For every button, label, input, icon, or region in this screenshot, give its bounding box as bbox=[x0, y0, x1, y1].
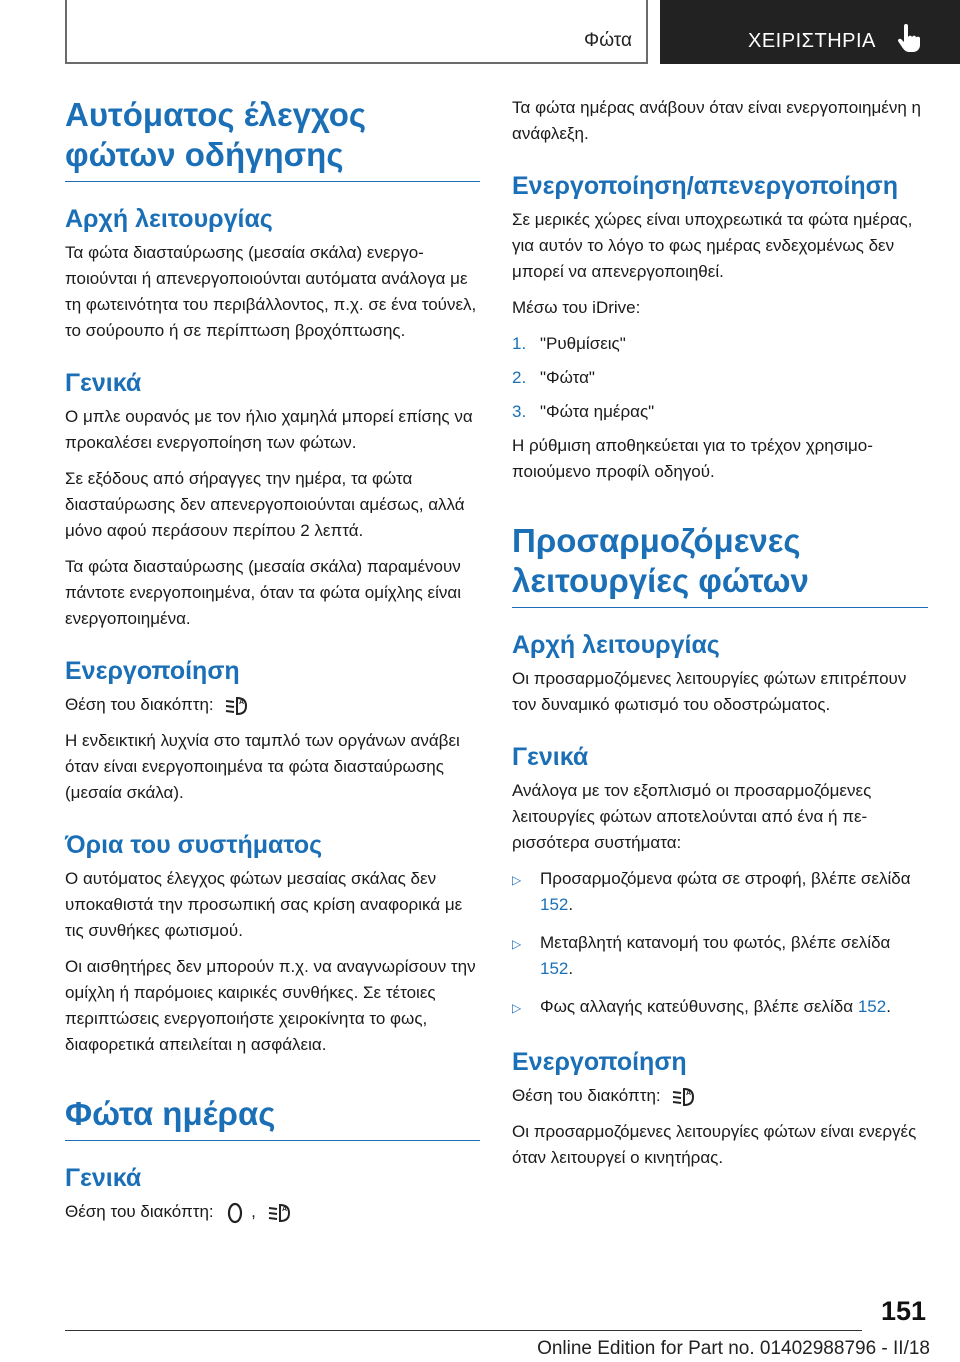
subheading-activation: Ενεργοποίηση bbox=[512, 1048, 687, 1076]
page-link[interactable]: 152 bbox=[857, 997, 887, 1016]
header-chapter-title: ΧΕΙΡΙΣΤΗΡΙΑ bbox=[748, 30, 876, 52]
paragraph: Οι προσαρμοζόμενες λειτουργίες φώτων επιτρέπουν τον δυναμικό φωτισμό του οδοστρώματος. bbox=[512, 669, 907, 714]
left-column bbox=[65, 95, 480, 1235]
section-title-daytime-lights: Φώτα ημέρας bbox=[65, 1095, 276, 1132]
paragraph: Οι προσαρμοζόμενες λειτουργίες φώτων είναι ενεργές όταν λειτουργεί ο κινητήρας. bbox=[512, 1122, 917, 1167]
footer-divider bbox=[65, 1330, 862, 1331]
list-item: 3. "Φώτα ημέρας" bbox=[512, 402, 655, 421]
svg-text:A: A bbox=[281, 1205, 287, 1213]
list-item: ▷ Προσαρμοζόμενα φώτα σε στροφή, βλέπε σελίδα 152. bbox=[512, 866, 928, 918]
paragraph: Οι αισθητήρες δεν μπορούν π.χ. να αναγνωρίσουν την ομίχλη ή παρόμοιες καιρικές συνθήκες. Σε τέτοιες περιπτώσεις ενεργοποιήστε χειροκίνητα το φως, διαφορετικά απειλείται η ασφάλεια. bbox=[65, 957, 476, 1054]
paragraph: Η ενδεικτική λυχνία στο ταμπλό των οργάνων ανάβει όταν είναι ενεργοποιημένα τα φώτα διασταύρωσης (μεσαία σκάλα). bbox=[65, 731, 460, 802]
bullet-triangle-icon: ▷ bbox=[512, 937, 522, 951]
paragraph: Σε μερικές χώρες είναι υποχρεωτικά τα φώτα ημέρας, για αυτόν το λόγο το φως ημέρας ενδεχομένως δεν μπορεί να απενεργοποιηθεί. bbox=[512, 210, 913, 281]
paragraph: Ο αυτόματος έλεγχος φώτων μεσαίας σκάλας δεν υποκαθιστά την προσωπική σας κρίση αναφορικά με τις συνθήκες φωτισμού. bbox=[65, 869, 463, 940]
switch-position-line bbox=[512, 1083, 928, 1109]
auto-headlight-icon bbox=[224, 695, 250, 717]
paragraph: Τα φώτα διασταύρωσης (μεσαία σκάλα) παραμένουν πάντοτε ενεργοποιημένα, όταν τα φώτα ομίχλης είναι ενεργοποιημένα. bbox=[65, 557, 462, 628]
paragraph: Τα φώτα διασταύρωσης (μεσαία σκάλα) ενεργοποιούνται ή απενεργοποιούνται αυτόματα ανάλογα με τη φωτεινότητα του περιβάλλοντος, π.χ. σε ένα τούνελ, το σούρουπο ή σε περίπτωση βροχόπτωσης. bbox=[65, 243, 477, 340]
switch-position-label: Θέση του διακόπτη: bbox=[65, 1202, 214, 1221]
list-item: 1. "Ρυθμίσεις" bbox=[512, 334, 626, 353]
auto-headlight-icon bbox=[671, 1086, 697, 1108]
idrive-steps-list bbox=[512, 331, 928, 425]
subheading-system-limits: Όρια του συστήματος bbox=[65, 831, 323, 859]
section-title-adaptive-lights: Προσαρμοζόμενες λειτουργίες φώτων bbox=[512, 522, 809, 599]
switch-off-icon bbox=[224, 1201, 246, 1225]
paragraph: Σε εξόδους από σήραγγες την ημέρα, τα φώτα διασταύρωσης δεν απενεργοποιούνται αμέσως, αλλά μόνο αφού περάσουν περίπου 2 λεπτά. bbox=[65, 469, 465, 540]
switch-position-line bbox=[65, 1199, 480, 1225]
paragraph: Ο μπλε ουρανός με τον ήλιο χαμηλά μπορεί επίσης να προκαλέσει ενεργοποίηση των φώτων. bbox=[65, 407, 473, 452]
page-link[interactable]: 152 bbox=[540, 959, 569, 978]
bullet-triangle-icon: ▷ bbox=[512, 1001, 522, 1015]
switch-position-label: Θέση του διακόπτη: bbox=[512, 1086, 661, 1105]
section-title-block bbox=[512, 521, 928, 608]
paragraph: Μέσω του iDrive: bbox=[512, 298, 641, 317]
list-item: 2. "Φώτα" bbox=[512, 368, 595, 387]
right-column bbox=[512, 95, 928, 1181]
bullet-triangle-icon: ▷ bbox=[512, 873, 522, 887]
switch-position-line bbox=[65, 692, 480, 718]
paragraph: Τα φώτα ημέρας ανάβουν όταν είναι ενεργοποιημένη η ανάφλεξη. bbox=[512, 98, 921, 143]
paragraph: Ανάλογα με τον εξοπλισμό οι προσαρμοζόμενες λειτουργίες φώτων αποτελούνται από ένα ή περισσότερα συστήματα: bbox=[512, 781, 872, 852]
section-title-block bbox=[65, 1094, 480, 1141]
subheading-principle: Αρχή λειτουργίας bbox=[512, 631, 720, 659]
header-chapter-tab bbox=[660, 0, 960, 64]
section-title: Αυτόματος έλεγχος φώτων οδήγησης bbox=[65, 96, 367, 173]
subheading-activation-deactivation: Ενεργοποίηση/απενεργοποίηση bbox=[512, 172, 899, 200]
adaptive-systems-list bbox=[512, 866, 928, 1021]
subheading-general: Γενικά bbox=[65, 1164, 142, 1192]
subheading-general: Γενικά bbox=[512, 743, 589, 771]
page-number: 151 bbox=[880, 1296, 926, 1326]
hand-pointer-icon bbox=[894, 24, 922, 54]
header-section-box bbox=[65, 0, 648, 64]
switch-position-label: Θέση του διακόπτη: bbox=[65, 695, 214, 714]
list-item: ▷ Μεταβλητή κατανομή του φωτός, βλέπε σελίδα 152. bbox=[512, 930, 928, 982]
separator: , bbox=[251, 1202, 256, 1221]
svg-text:A: A bbox=[686, 1089, 692, 1097]
list-item: ▷ Φως αλλαγής κατεύθυνσης, βλέπε σελίδα 152. bbox=[512, 994, 928, 1021]
page-link[interactable]: 152 bbox=[540, 895, 569, 914]
section-title-block bbox=[65, 95, 480, 182]
edition-note: Online Edition for Part no. 01402988796 - II/18 bbox=[537, 1338, 930, 1359]
subheading-principle: Αρχή λειτουργίας bbox=[65, 205, 273, 233]
svg-text:A: A bbox=[239, 698, 245, 706]
header-section-title: Φώτα bbox=[584, 30, 632, 51]
subheading-general: Γενικά bbox=[65, 369, 142, 397]
auto-headlight-icon bbox=[267, 1202, 293, 1224]
paragraph: Η ρύθμιση αποθηκεύεται για το τρέχον χρησιμοποιούμενο προφίλ οδηγού. bbox=[512, 436, 873, 481]
subheading-activation: Ενεργοποίηση bbox=[65, 657, 240, 685]
